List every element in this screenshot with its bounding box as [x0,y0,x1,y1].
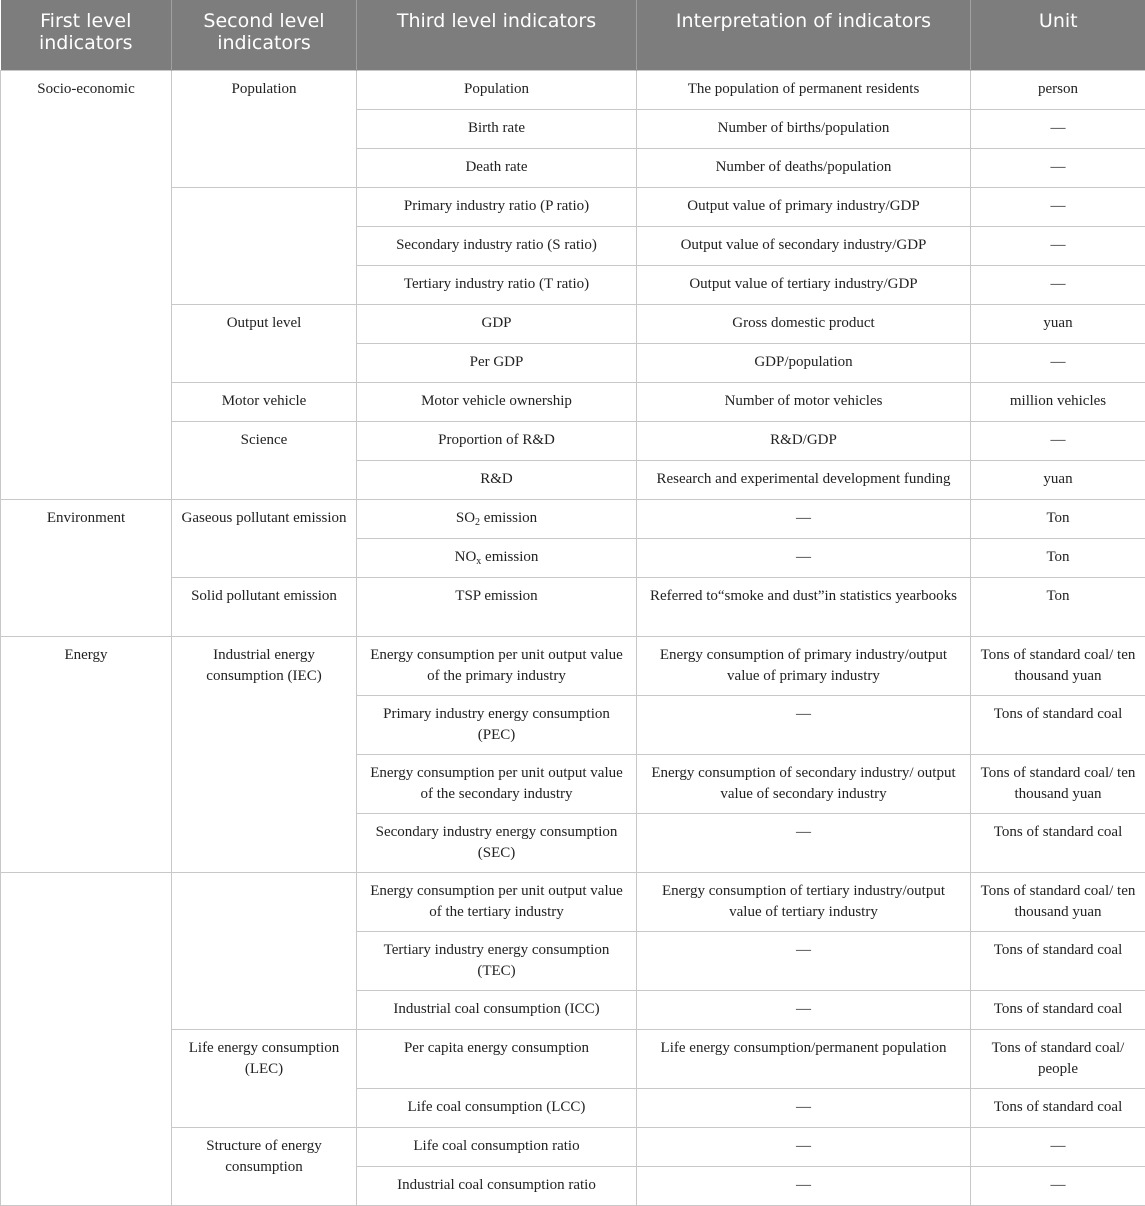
unit-cell: — [971,1127,1145,1166]
unit-cell: — [971,343,1145,382]
table-row [1,1127,1145,1166]
third-level-cell: Proportion of R&D [357,421,637,460]
table-row [1,636,1145,695]
third-level-cell: Per GDP [357,343,637,382]
interpretation-cell: The population of permanent residents [637,70,971,109]
unit-cell: — [971,265,1145,304]
interpretation-cell: Referred to“smoke and dust”in statistics yearbooks [637,577,971,636]
third-level-cell: Motor vehicle ownership [357,382,637,421]
unit-cell: — [971,421,1145,460]
interpretation-cell: Research and experimental development funding [637,460,971,499]
unit-cell: person [971,70,1145,109]
table-row [1,1029,1145,1088]
second-level-empty [172,872,357,1029]
so2-tail: emission [480,510,537,526]
nox-subscript: x [476,556,481,567]
table-row [1,421,1145,460]
third-level-cell: Tertiary industry energy consumption (TEC) [357,931,637,990]
table-row [1,382,1145,421]
unit-cell: — [971,148,1145,187]
unit-cell: — [971,226,1145,265]
interpretation-cell: Life energy consumption/permanent population [637,1029,971,1088]
header-third-level: Third level indicators [357,0,637,70]
third-level-cell: Tertiary industry ratio (T ratio) [357,265,637,304]
unit-cell: Tons of standard coal [971,931,1145,990]
third-level-cell: Energy consumption per unit output value of the primary industry [357,636,637,695]
second-level-structure: Structure of energy consumption [172,1127,357,1205]
third-level-cell: Industrial coal consumption ratio [357,1166,637,1205]
unit-cell: — [971,187,1145,226]
third-level-cell: Per capita energy consumption [357,1029,637,1088]
table-row [1,577,1145,636]
third-level-cell: Population [357,70,637,109]
interpretation-cell: R&D/GDP [637,421,971,460]
unit-cell: — [971,109,1145,148]
first-level-empty [1,872,172,1205]
table-row [1,872,1145,931]
interpretation-cell: — [637,499,971,538]
interpretation-cell: — [637,813,971,872]
unit-cell: Tons of standard coal/ ten thousand yuan [971,754,1145,813]
interpretation-cell: Output value of primary industry/GDP [637,187,971,226]
unit-cell: Ton [971,577,1145,636]
table-row [1,187,1145,226]
third-level-cell: Life coal consumption ratio [357,1127,637,1166]
header-row [1,0,1145,70]
third-level-cell: Primary industry ratio (P ratio) [357,187,637,226]
first-level-environment: Environment [1,499,172,636]
interpretation-cell: — [637,1166,971,1205]
third-level-cell: Energy consumption per unit output value of the secondary industry [357,754,637,813]
interpretation-cell: Output value of tertiary industry/GDP [637,265,971,304]
interpretation-cell: Energy consumption of tertiary industry/output value of tertiary industry [637,872,971,931]
third-level-cell: Industrial coal consumption (ICC) [357,990,637,1029]
second-level-empty [172,187,357,304]
unit-cell: million vehicles [971,382,1145,421]
interpretation-cell: Number of motor vehicles [637,382,971,421]
second-level-output-level: Output level [172,304,357,382]
unit-cell: — [971,1166,1145,1205]
first-level-energy: Energy [1,636,172,872]
nox-label: NO [455,549,477,565]
second-level-motor-vehicle: Motor vehicle [172,382,357,421]
interpretation-cell: — [637,1127,971,1166]
interpretation-cell: GDP/population [637,343,971,382]
unit-cell: Tons of standard coal [971,813,1145,872]
third-level-cell: R&D [357,460,637,499]
third-level-cell: Secondary industry ratio (S ratio) [357,226,637,265]
second-level-gaseous-pollutant: Gaseous pollutant emission [172,499,357,577]
third-level-cell: GDP [357,304,637,343]
third-level-cell: Birth rate [357,109,637,148]
header-first-level: First level indicators [1,0,172,70]
interpretation-cell: — [637,695,971,754]
table-row [1,70,1145,109]
interpretation-cell: Energy consumption of secondary industry/ output value of secondary industry [637,754,971,813]
third-level-cell: Primary industry energy consumption (PEC) [357,695,637,754]
interpretation-cell: Energy consumption of primary industry/output value of primary industry [637,636,971,695]
interpretation-cell: Output value of secondary industry/GDP [637,226,971,265]
nox-tail: emission [481,549,538,565]
unit-cell: yuan [971,460,1145,499]
unit-cell: Tons of standard coal/ people [971,1029,1145,1088]
third-level-cell [357,538,637,577]
third-level-cell: Secondary industry energy consumption (SEC) [357,813,637,872]
interpretation-cell: — [637,1088,971,1127]
so2-label: SO [456,510,475,526]
third-level-cell: Life coal consumption (LCC) [357,1088,637,1127]
header-second-level: Second level indicators [172,0,357,70]
header-unit: Unit [971,0,1145,70]
header-interpretation: Interpretation of indicators [637,0,971,70]
unit-cell: yuan [971,304,1145,343]
second-level-lec: Life energy consumption (LEC) [172,1029,357,1127]
unit-cell: Tons of standard coal [971,1088,1145,1127]
third-level-cell: TSP emission [357,577,637,636]
second-level-science: Science [172,421,357,499]
unit-cell: Tons of standard coal/ ten thousand yuan [971,636,1145,695]
second-level-population: Population [172,70,357,187]
second-level-iec: Industrial energy consumption (IEC) [172,636,357,872]
second-level-solid-pollutant: Solid pollutant emission [172,577,357,636]
third-level-cell: Death rate [357,148,637,187]
table-row [1,304,1145,343]
third-level-cell [357,499,637,538]
first-level-socio-economic: Socio-economic [1,70,172,499]
unit-cell: Tons of standard coal [971,990,1145,1029]
interpretation-cell: Number of deaths/population [637,148,971,187]
unit-cell: Tons of standard coal [971,695,1145,754]
third-level-cell: Energy consumption per unit output value of the tertiary industry [357,872,637,931]
table-row [1,499,1145,538]
interpretation-cell: — [637,538,971,577]
unit-cell: Tons of standard coal/ ten thousand yuan [971,872,1145,931]
so2-subscript: 2 [475,517,480,528]
interpretation-cell: — [637,931,971,990]
unit-cell: Ton [971,538,1145,577]
interpretation-cell: Number of births/population [637,109,971,148]
unit-cell: Ton [971,499,1145,538]
interpretation-cell: Gross domestic product [637,304,971,343]
interpretation-cell: — [637,990,971,1029]
